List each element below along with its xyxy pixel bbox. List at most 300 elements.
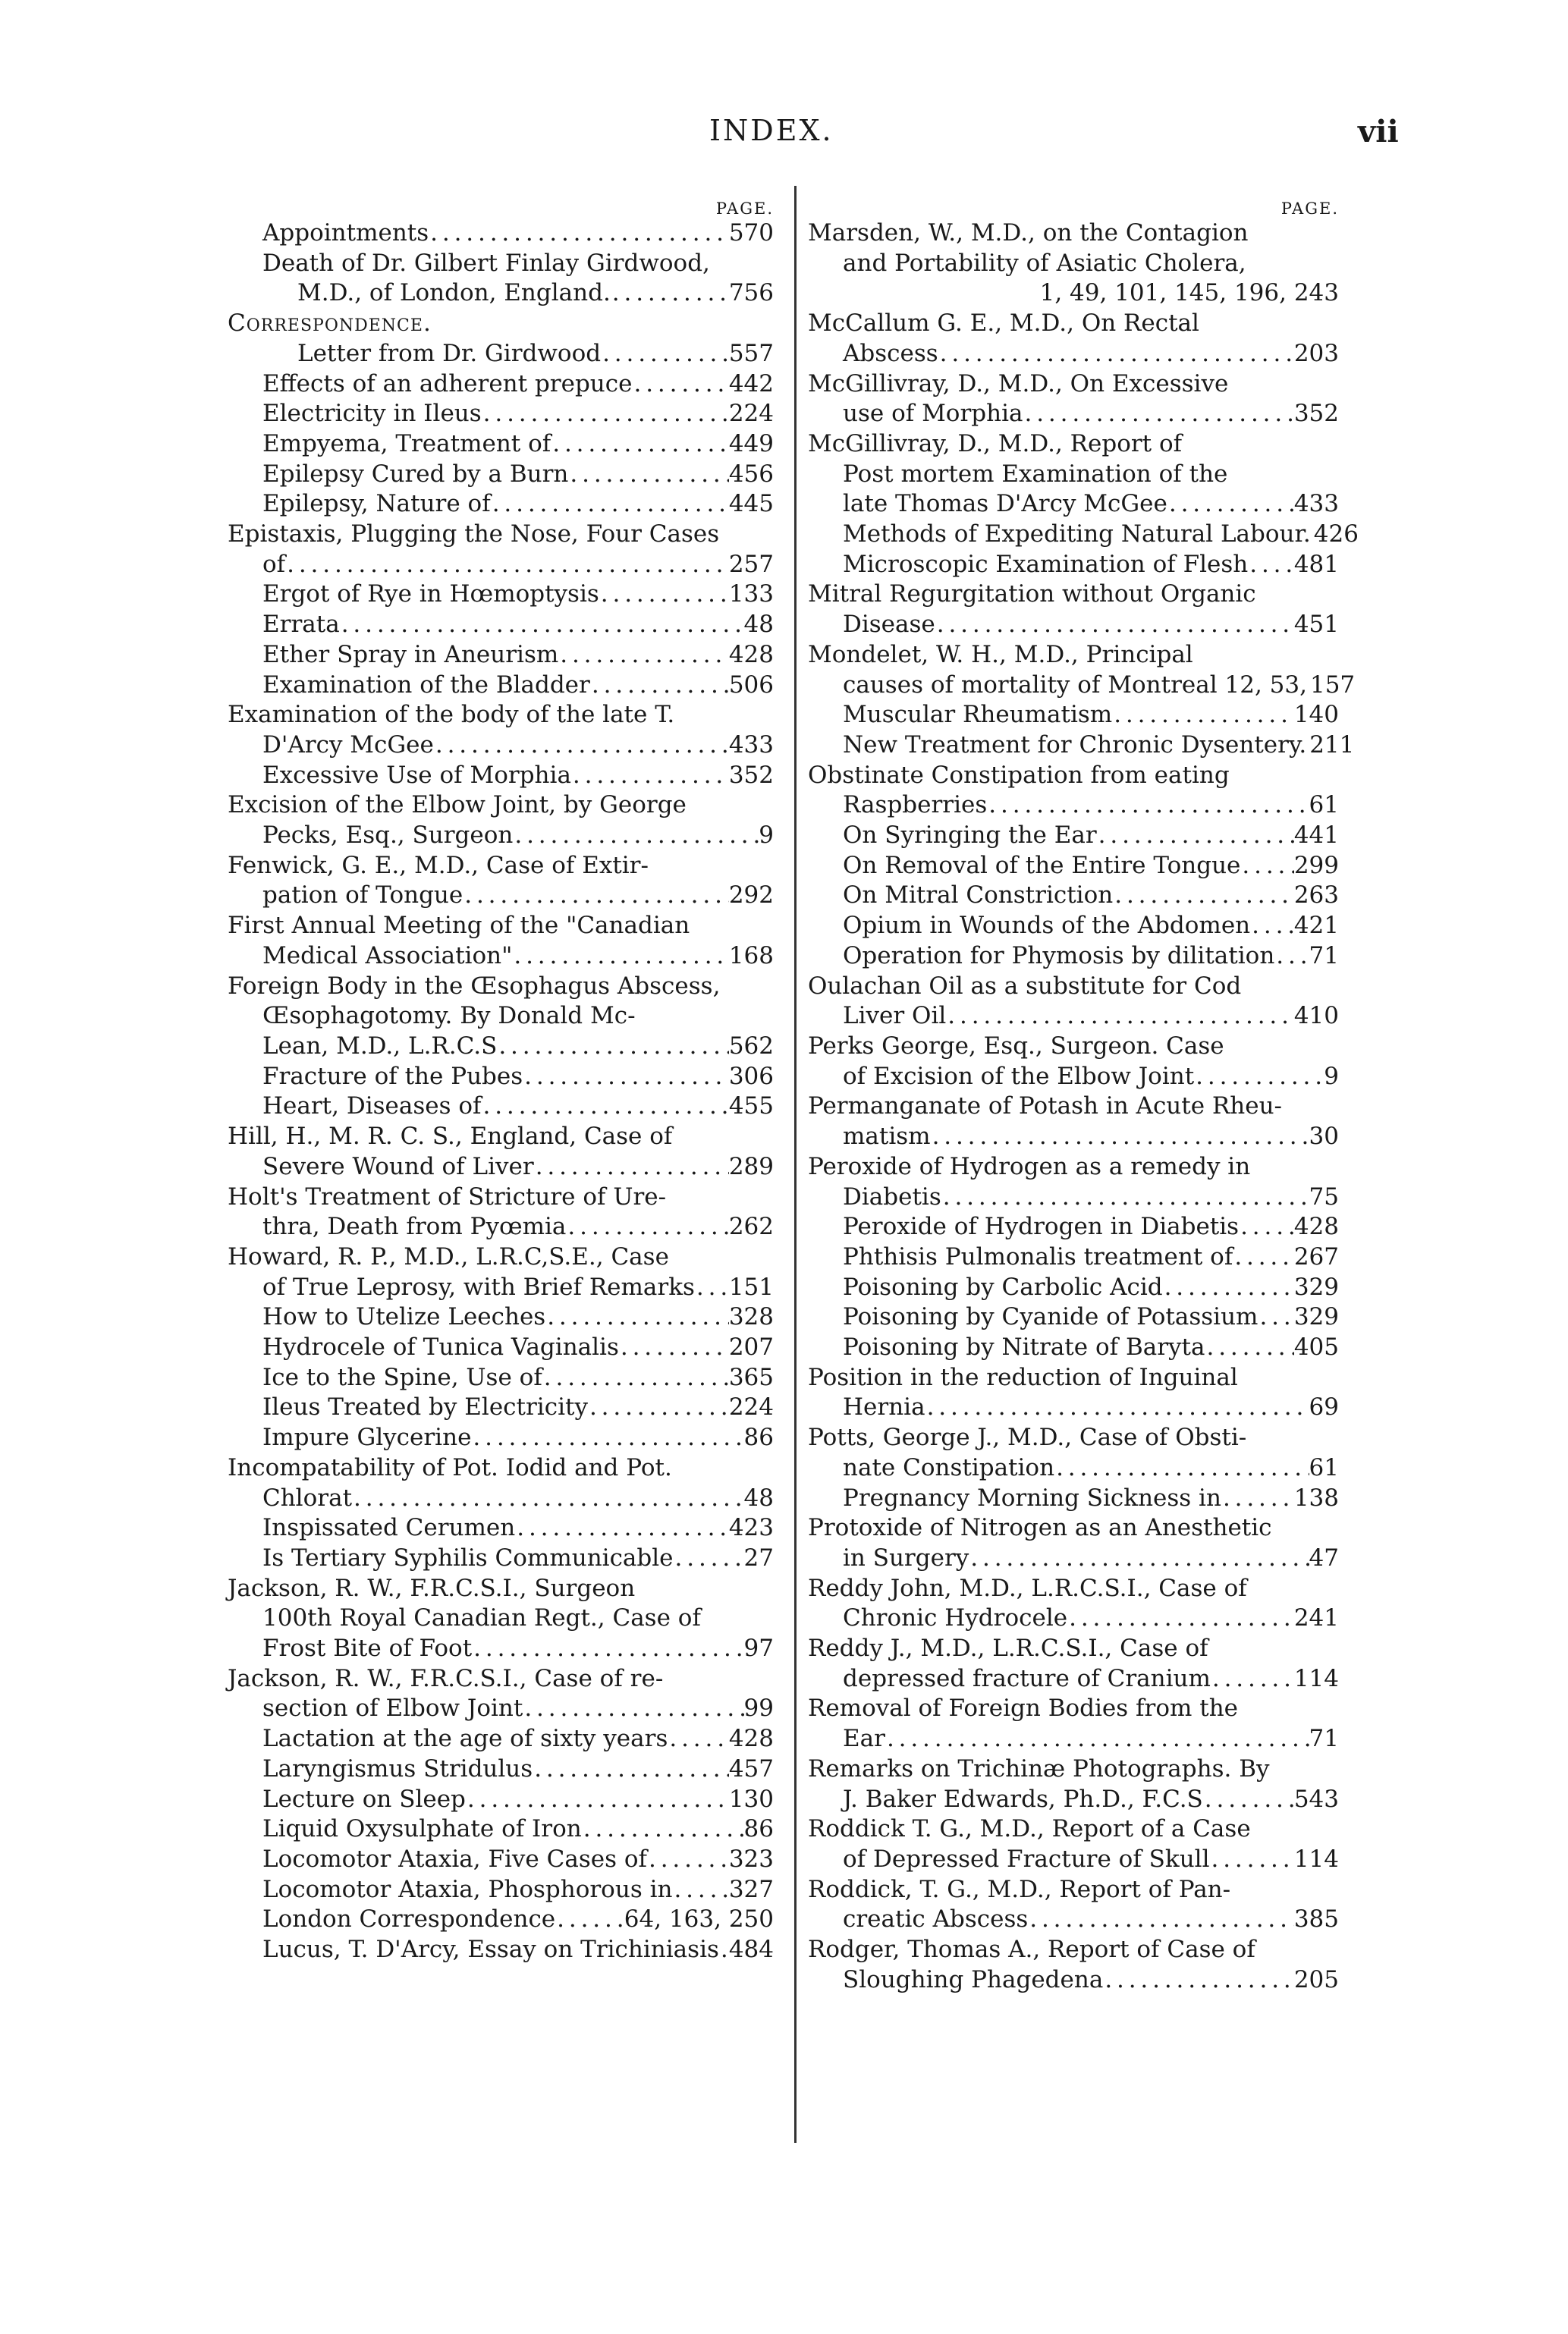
entry-page-number: 449 (728, 429, 774, 457)
dot-leader (463, 881, 729, 911)
entry-page-number: 421 (1293, 912, 1339, 940)
index-entry (808, 1152, 1339, 1212)
index-column-left (228, 199, 774, 1965)
entry-page-number: 114 (1293, 1845, 1339, 1873)
dot-leader (582, 1814, 744, 1845)
index-entry (228, 218, 774, 249)
index-entry (228, 761, 774, 791)
entry-text-line: McCallum G. E., M.D., On Rectal (808, 309, 1199, 338)
entry-leader-row (808, 1785, 1339, 1815)
index-entry (228, 1845, 774, 1875)
entry-title: Inspissated Cerumen (262, 1514, 516, 1542)
entry-page-number: 207 (728, 1333, 774, 1362)
entry-page-number: 428 (728, 640, 774, 668)
entry-leader-row (808, 1845, 1339, 1875)
dot-leader (1028, 1905, 1294, 1935)
entry-leader-row (808, 550, 1339, 580)
entry-title: Fracture of the Pubes (262, 1062, 523, 1090)
dot-leader (352, 1484, 744, 1514)
entry-leader-row (228, 1905, 774, 1935)
index-entry (808, 550, 1339, 580)
index-entry (808, 1363, 1339, 1423)
dot-leader (513, 821, 759, 851)
entry-page-number: 562 (728, 1032, 774, 1060)
entry-leader-row (808, 941, 1339, 972)
entry-page-number: 433 (1293, 490, 1339, 518)
dot-leader (555, 1905, 624, 1935)
entry-page-number: 481 (1293, 550, 1339, 578)
entry-leader-row (228, 369, 774, 400)
index-entry (228, 1092, 774, 1122)
entry-leader-row (228, 881, 774, 911)
entry-title: of Depressed Fracture of Skull (843, 1845, 1210, 1873)
index-entry (808, 1333, 1339, 1363)
entry-title: creatic Abscess (843, 1905, 1029, 1933)
entry-title: in Surgery (843, 1544, 969, 1572)
dot-leader (523, 1694, 743, 1724)
entry-title: Heart, Diseases of (262, 1092, 482, 1120)
entry-leader-row (228, 1393, 774, 1423)
entry-title: Laryngismus Stridulus (262, 1754, 533, 1783)
entry-leader-row (808, 1333, 1339, 1363)
entry-title: J. Baker Edwards, Ph.D., F.C.S (843, 1785, 1203, 1813)
entry-page-number: 151 (728, 1273, 774, 1301)
index-entry (228, 1393, 774, 1423)
entry-leader-row (808, 610, 1339, 640)
entry-title: New Treatment for Chronic Dysentery. (843, 730, 1307, 759)
entry-page-number: 267 (1293, 1242, 1339, 1271)
dot-leader (533, 1754, 729, 1785)
dot-leader (1221, 1484, 1294, 1514)
entry-title: On Mitral Constriction (843, 881, 1114, 909)
entry-title: Microscopic Examination of Flesh (843, 550, 1249, 578)
entry-page-number: 262 (728, 1213, 774, 1241)
entry-text-line: Howard, R. P., M.D., L.R.C,S.E., Case (228, 1242, 669, 1271)
entry-leader-row (228, 1423, 774, 1453)
entry-leader-row (228, 1544, 774, 1574)
entry-title: Ileus Treated by Electricity (262, 1393, 588, 1421)
dot-leader (434, 730, 729, 761)
entry-leader-row (808, 1212, 1339, 1242)
entry-leader-row (808, 1544, 1339, 1574)
index-entry (228, 1574, 774, 1664)
entry-page-number: 99 (743, 1695, 774, 1723)
index-entry (228, 1302, 774, 1333)
entry-page-number: 455 (728, 1092, 774, 1120)
entry-text-line: Examination of the body of the late T. (228, 701, 675, 729)
dot-leader (599, 580, 729, 610)
entry-text-line: Holt's Treatment of Stricture of Ure- (228, 1183, 667, 1211)
entry-page-number: 1, 49, 101, 145, 196, 243 (1039, 279, 1339, 307)
entry-leader-row (808, 1302, 1339, 1333)
entry-title: M.D., of London, England. (297, 279, 611, 307)
entry-leader-row (808, 911, 1339, 941)
index-entry (228, 399, 774, 429)
entry-page-number: 365 (728, 1363, 774, 1391)
index-entry (808, 1032, 1339, 1092)
entry-title: Diabetis (843, 1183, 941, 1211)
index-entry (808, 821, 1339, 851)
index-entry (228, 700, 774, 760)
entry-title: matism (843, 1123, 931, 1151)
entry-text-line: Mitral Regurgitation without Organic (808, 580, 1256, 608)
entry-title: Phthisis Pulmonalis treatment of (843, 1242, 1233, 1271)
index-entry (228, 1754, 774, 1785)
section-heading: Correspondence. (228, 309, 432, 338)
entry-leader-row (228, 1363, 774, 1393)
entry-title: Ear (843, 1725, 885, 1753)
entry-page-number: 442 (728, 369, 774, 397)
page-column-label: PAGE. (1280, 199, 1339, 218)
dot-leader (515, 1513, 729, 1544)
entry-page-number: 48 (743, 1484, 774, 1512)
entry-leader-row (228, 1724, 774, 1754)
dot-leader (1239, 1212, 1294, 1242)
index-entry (808, 429, 1339, 520)
index-entry (808, 580, 1339, 639)
entry-page-number: 441 (1293, 821, 1339, 850)
entry-title: late Thomas D'Arcy McGee (843, 490, 1167, 518)
entry-text-line: 100th Royal Canadian Regt., Case of (262, 1604, 701, 1632)
entry-text-line: Position in the reduction of Inguinal (808, 1363, 1238, 1391)
entry-leader-row (228, 399, 774, 429)
index-entry (808, 1694, 1339, 1754)
entry-title: On Syringing the Ear (843, 821, 1097, 850)
entry-page-number: 61 (1309, 791, 1339, 819)
index-entry (228, 1513, 774, 1544)
entry-page-number: 71 (1309, 941, 1339, 969)
entry-page-number: 557 (728, 339, 774, 367)
entry-leader-row (228, 1062, 774, 1092)
entry-leader-row (808, 1393, 1339, 1423)
entry-leader-row (228, 1875, 774, 1905)
entry-leader-row (228, 1845, 774, 1875)
dot-leader (558, 640, 729, 671)
entry-page-number: 97 (743, 1635, 774, 1663)
dot-leader (340, 610, 744, 640)
entry-text-line: Post mortem Examination of the (843, 460, 1228, 488)
dot-leader (545, 1302, 729, 1333)
index-entry (808, 851, 1339, 881)
entry-title: Ether Spray in Aneurism (262, 640, 559, 668)
dot-leader (1067, 1604, 1294, 1634)
index-entry (228, 1062, 774, 1092)
entry-text-line: Hill, H., M. R. C. S., England, Case of (228, 1123, 673, 1151)
entry-page-number: 405 (1293, 1333, 1339, 1362)
entry-page-number: 114 (1293, 1664, 1339, 1692)
dot-leader (1209, 1845, 1293, 1875)
entry-title: pation of Tongue (262, 881, 463, 909)
index-entry (228, 1333, 774, 1363)
entry-leader-row (808, 821, 1339, 851)
entry-text-line: Reddy John, M.D., L.R.C.S.I., Case of (808, 1574, 1247, 1602)
entry-page-number: 48 (743, 611, 774, 639)
index-entry (228, 520, 774, 580)
dot-leader (885, 1724, 1309, 1754)
entry-title: of Excision of the Elbow Joint (843, 1062, 1195, 1090)
entry-page-number: 86 (743, 1815, 774, 1843)
entry-title: Excessive Use of Morphia (262, 761, 571, 789)
entry-title: of True Leprosy, with Brief Remarks (262, 1273, 695, 1301)
entry-title: of (262, 550, 286, 578)
entry-title: Pecks, Esq., Surgeon (262, 821, 514, 850)
entry-leader-row (228, 460, 774, 490)
index-entry (228, 1875, 774, 1905)
index-entry (808, 1875, 1339, 1935)
index-entries-left (228, 218, 774, 1965)
entry-page-number: 306 (728, 1062, 774, 1090)
index-entry (228, 339, 774, 369)
index-entry (228, 460, 774, 490)
entry-leader-row (228, 1694, 774, 1724)
entry-title: Muscular Rheumatism (843, 701, 1113, 729)
entry-text-line: McGillivray, D., M.D., Report of (808, 429, 1183, 457)
index-entry (808, 1484, 1339, 1514)
entry-title: Letter from Dr. Girdwood (297, 339, 602, 367)
entry-page-number: 352 (728, 761, 774, 789)
dot-leader (1211, 1664, 1294, 1695)
dot-leader (588, 1393, 729, 1423)
entry-text-line: Foreign Body in the Œsophagus Abscess, (228, 972, 721, 1000)
index-entry (228, 249, 774, 309)
entry-leader-row (808, 671, 1356, 701)
index-entry (228, 640, 774, 671)
entry-leader-row (808, 489, 1339, 520)
index-entry (808, 1273, 1339, 1303)
entry-page-number: 140 (1293, 701, 1339, 729)
entry-page-number: 69 (1309, 1393, 1339, 1421)
entry-page-number: 456 (728, 460, 774, 488)
entry-leader-row (808, 790, 1339, 821)
entry-title: Methods of Expediting Natural Labour. (843, 520, 1311, 548)
entry-leader-row (808, 1664, 1339, 1695)
entry-leader-row (228, 761, 774, 791)
entry-text-line: Obstinate Constipation from eating (808, 761, 1230, 789)
entry-leader-row (228, 1513, 774, 1544)
entry-leader-row (228, 1785, 774, 1815)
index-entry (228, 1664, 774, 1724)
entry-page-number: 257 (728, 550, 774, 578)
entry-leader-row (228, 1032, 774, 1062)
index-entry (808, 1092, 1339, 1151)
entry-title: Ice to the Spine, Use of (262, 1363, 542, 1391)
dot-leader (1240, 851, 1293, 881)
entry-title: London Correspondence (262, 1905, 556, 1933)
entry-leader-row (228, 1212, 774, 1242)
index-entry (808, 1935, 1339, 1995)
index-entry (228, 671, 774, 701)
entry-page-number: 329 (1293, 1303, 1339, 1331)
entry-title: Frost Bite of Foot (262, 1635, 473, 1663)
entry-text-line: Rodger, Thomas A., Report of Case of (808, 1936, 1255, 1964)
index-column-right (808, 199, 1359, 1995)
entry-leader-row (228, 1333, 774, 1363)
index-entry (228, 911, 774, 971)
entry-page-number: 9 (1324, 1062, 1339, 1090)
index-entry (228, 1785, 774, 1815)
entry-page-number: 9 (759, 821, 774, 850)
dot-leader (611, 278, 729, 309)
entry-text-line: Jackson, R. W., F.R.C.S.I., Case of re- (228, 1664, 664, 1692)
dot-leader (551, 429, 729, 460)
entry-title: Impure Glycerine (262, 1424, 472, 1452)
index-entry (228, 1544, 774, 1574)
index-entry (808, 1513, 1339, 1573)
entry-leader-row (808, 1273, 1339, 1303)
dot-leader (497, 1032, 728, 1062)
entry-text-line: Œsophagotomy. By Donald Mc- (262, 1002, 636, 1030)
entry-text-line: Perks George, Esq., Surgeon. Case (808, 1032, 1224, 1060)
index-entry (228, 1724, 774, 1754)
index-entry (228, 1814, 774, 1845)
dot-leader (1250, 911, 1294, 941)
dot-leader (534, 1152, 729, 1183)
entry-leader-row (228, 429, 774, 460)
dot-leader (1023, 399, 1294, 429)
index-entry (808, 1634, 1339, 1694)
index-entry (228, 851, 774, 911)
entry-leader-row (808, 520, 1359, 550)
entry-leader-row (228, 580, 774, 610)
entry-title: Epilepsy, Nature of (262, 490, 491, 518)
entry-page-number: 299 (1293, 851, 1339, 879)
entry-title: Hydrocele of Tunica Vaginalis (262, 1333, 619, 1362)
entry-title: Poisoning by Cyanide of Potassium (843, 1303, 1258, 1331)
entry-text-line: Reddy J., M.D., L.R.C.S.I., Case of (808, 1635, 1208, 1663)
index-entry (808, 1242, 1339, 1273)
entry-page-number: 30 (1309, 1123, 1339, 1151)
entry-title: Hernia (843, 1393, 925, 1421)
entry-leader-row (228, 1935, 774, 1965)
entry-page-number: 61 (1309, 1453, 1339, 1481)
entry-text-line: Fenwick, G. E., M.D., Case of Extir- (228, 851, 649, 879)
entry-page-number: 756 (728, 279, 774, 307)
dot-leader (925, 1393, 1309, 1423)
entry-page-number: 484 (728, 1936, 774, 1964)
entry-page-number: 457 (728, 1754, 774, 1783)
entry-text-line: Peroxide of Hydrogen as a remedy in (808, 1152, 1251, 1180)
entry-text-line: Permanganate of Potash in Acute Rheu- (808, 1092, 1283, 1120)
entry-title: Liver Oil (843, 1002, 947, 1030)
dot-leader (590, 671, 729, 701)
entry-text-line: Excision of the Elbow Joint, by George (228, 791, 687, 819)
entry-page-number: 263 (1293, 881, 1339, 909)
entry-leader-row (808, 851, 1339, 881)
index-entry (228, 790, 774, 850)
entry-page-number: 241 (1293, 1604, 1339, 1632)
index-entry (228, 972, 774, 1062)
dot-leader (619, 1333, 729, 1363)
entry-leader-row (228, 821, 774, 851)
dot-leader (512, 941, 728, 972)
entry-page-number: 168 (728, 941, 774, 969)
entry-text-line: Roddick T. G., M.D., Report of a Case (808, 1815, 1251, 1843)
index-entry (228, 1423, 774, 1453)
index-entry (808, 730, 1355, 761)
entry-page-number: 47 (1309, 1544, 1339, 1572)
entry-title: Abscess (843, 339, 938, 367)
entry-text-line: Death of Dr. Gilbert Finlay Girdwood, (262, 249, 710, 277)
entry-page-number: 329 (1293, 1273, 1339, 1301)
entry-title: Poisoning by Nitrate of Baryta (843, 1333, 1205, 1362)
entry-page-number: 323 (728, 1845, 774, 1873)
entry-leader-row (808, 1453, 1339, 1484)
dot-leader (672, 1875, 728, 1905)
page-title: INDEX. (709, 114, 834, 147)
entry-page-number: 211 (1309, 730, 1355, 759)
entry-leader-row (228, 1092, 774, 1122)
dot-leader (969, 1544, 1309, 1574)
dot-leader (719, 1935, 729, 1965)
entry-leader-row (228, 941, 774, 972)
index-entry (228, 1183, 774, 1242)
dot-leader (1248, 550, 1294, 580)
entry-leader-row (808, 1242, 1339, 1273)
entry-leader-row (228, 610, 774, 640)
entry-leader-row (228, 671, 774, 701)
entry-page-number: 205 (1293, 1965, 1339, 1993)
entry-title: Chronic Hydrocele (843, 1604, 1068, 1632)
entry-page-number: 64, 163, 250 (624, 1905, 774, 1933)
index-entry (808, 640, 1356, 700)
entry-page-number: 27 (743, 1544, 774, 1572)
dot-leader (542, 1363, 729, 1393)
index-entry (228, 1905, 774, 1935)
dot-leader (647, 1845, 729, 1875)
entry-leader-row (228, 218, 774, 249)
entry-leader-row (228, 489, 774, 520)
index-entry (808, 941, 1339, 972)
entry-page-number: 289 (728, 1152, 774, 1180)
entry-page-number: 71 (1309, 1725, 1339, 1753)
entry-text-line: McGillivray, D., M.D., On Excessive (808, 369, 1229, 397)
entry-title: D'Arcy McGee (262, 730, 434, 759)
entry-text-line: Removal of Foreign Bodies from the (808, 1695, 1239, 1723)
entry-title: Locomotor Ataxia, Phosphorous in (262, 1875, 673, 1903)
entry-leader-row (228, 1634, 774, 1664)
column-divider (794, 186, 797, 2143)
dot-leader (941, 1183, 1309, 1213)
entry-leader-row (808, 1604, 1339, 1634)
entry-title: Chlorat (262, 1484, 353, 1512)
entry-title: Liquid Oxysulphate of Iron (262, 1815, 582, 1843)
entry-leader-row (228, 550, 774, 580)
entry-title: Poisoning by Carbolic Acid (843, 1273, 1163, 1301)
index-entry (228, 489, 774, 520)
entry-page-number: 410 (1293, 1002, 1339, 1030)
entry-leader-row (808, 1122, 1339, 1152)
entry-leader-row (262, 339, 774, 369)
entry-title: Disease (843, 611, 935, 639)
entry-title: On Removal of the Entire Tongue (843, 851, 1241, 879)
index-entry (228, 610, 774, 640)
entry-title: Is Tertiary Syphilis Communicable (262, 1544, 674, 1572)
entry-leader-row (808, 399, 1339, 429)
dot-leader (471, 1423, 743, 1453)
entry-page-number: 352 (1293, 400, 1339, 428)
entry-leader-row (808, 700, 1339, 730)
entry-page-number: 428 (728, 1725, 774, 1753)
entry-page-number: 428 (1293, 1213, 1339, 1241)
entry-page-number: 130 (728, 1785, 774, 1813)
entry-text-line: Jackson, R. W., F.R.C.S.I., Surgeon (228, 1574, 636, 1602)
dot-leader (1203, 1785, 1294, 1815)
entry-page-number: 385 (1293, 1905, 1339, 1933)
entry-page-number: 138 (1293, 1484, 1339, 1512)
index-entry (808, 881, 1339, 911)
dot-leader (491, 489, 729, 520)
entry-page-number: 451 (1293, 611, 1339, 639)
